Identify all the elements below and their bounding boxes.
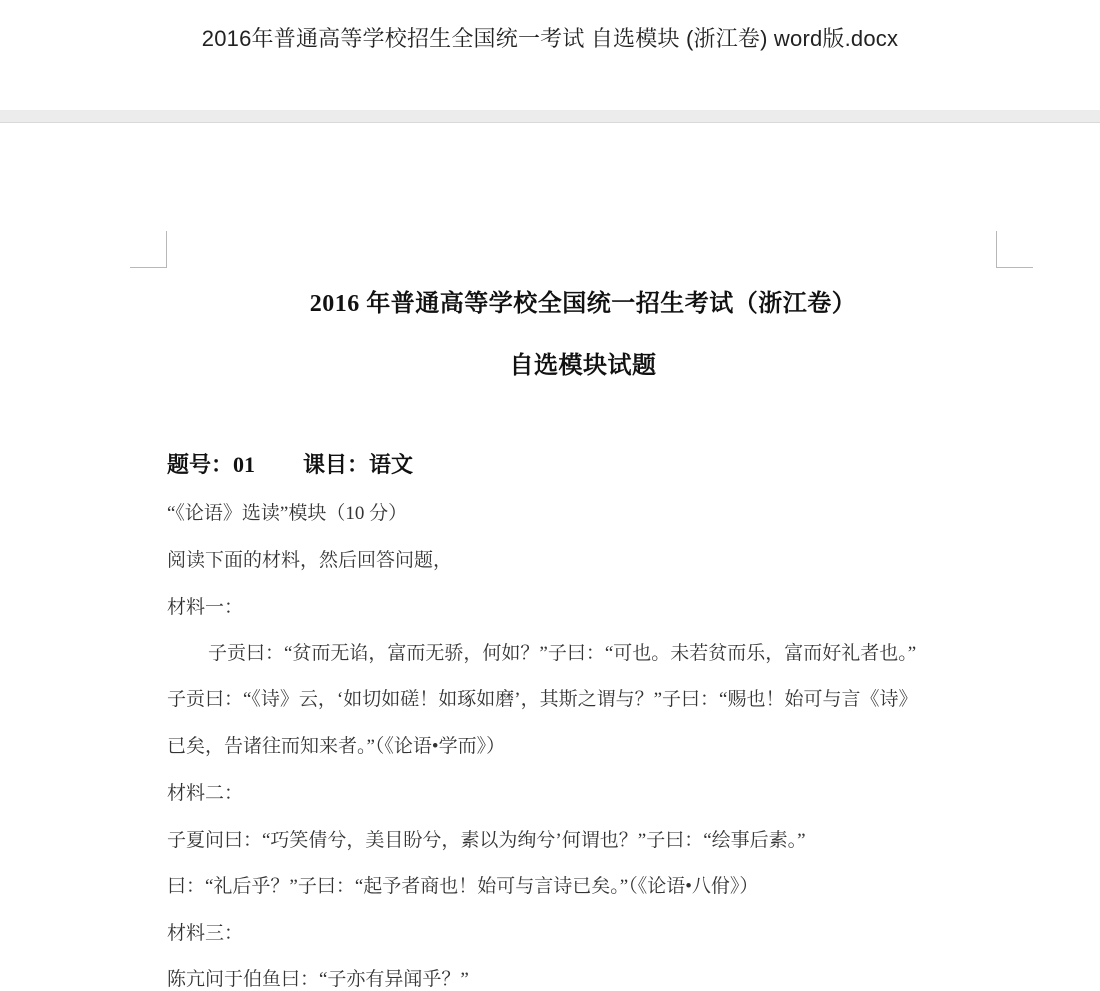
file-title: 2016年普通高等学校招生全国统一考试 自选模块 (浙江卷) word版.docx <box>201 26 899 51</box>
margin-corner-top-left <box>130 231 167 268</box>
paragraph-text: 陈亢问于伯鱼曰：“子亦有异闻乎？” <box>167 969 469 990</box>
material-one-heading: 材料一： <box>167 597 244 618</box>
subject-label: 课目：语文 <box>303 452 414 477</box>
page-divider <box>0 110 1100 123</box>
paragraph-text: 曰：“礼后乎？”子曰：“起予者商也！始可与言诗已矣。”（《论语•八佾》） <box>167 876 759 897</box>
material-three-heading: 材料三： <box>167 923 244 944</box>
paragraph-text: 子贡曰：“贫而无谄，富而无骄，何如？”子曰：“可也。未若贫而乐，富而好礼者也。” <box>208 643 917 664</box>
paragraph-text: 子夏问曰：“巧笑倩兮，美目盼兮，素以为绚兮’何谓也？”子曰：“绘事后素。” <box>167 830 806 851</box>
document-title: 2016 年普通高等学校全国统一招生考试（浙江卷） <box>309 291 857 317</box>
paragraph-text: 已矣，告诸往而知来者。”（《论语•学而》） <box>167 736 506 757</box>
question-header <box>167 448 413 479</box>
material-two-heading: 材料二： <box>167 783 244 804</box>
title-bar <box>0 0 1100 110</box>
paragraph-instruction: 阅读下面的材料，然后回答问题， <box>167 550 453 571</box>
margin-corner-top-right <box>996 231 1033 268</box>
document-page[interactable] <box>0 123 1100 990</box>
paragraph-module: “《论语》选读”模块（10 分） <box>167 503 408 524</box>
question-number: 题号：01 <box>167 452 256 477</box>
document-subtitle: 自选模块试题 <box>509 353 657 379</box>
paragraph-text: 子贡曰：“《诗》云，‘如切如磋！如琢如磨’，其斯之谓与？”子曰：“赐也！始可与言《诗》 <box>167 689 918 710</box>
